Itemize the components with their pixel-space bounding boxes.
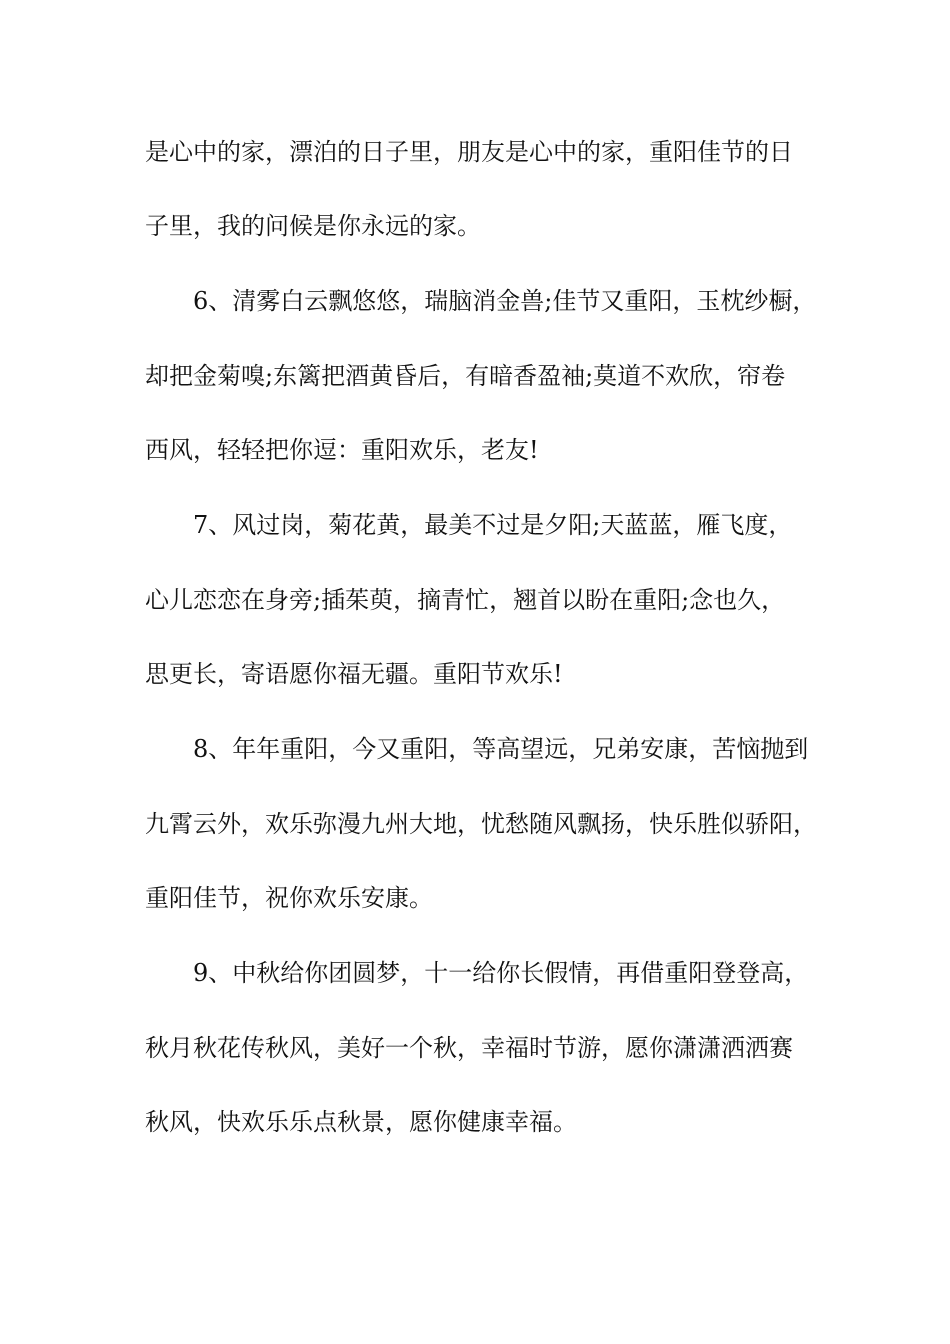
text-line: 却把金菊嗅;东篱把酒黄昏后，有暗香盈袖;莫道不欢欣，帘卷 [145, 362, 786, 390]
text-line: 心儿恋恋在身旁;插茱萸，摘青忙，翘首以盼在重阳;念也久， [145, 586, 786, 614]
text-line: 思更长，寄语愿你福无疆。重阳节欢乐! [145, 660, 563, 688]
text-line: 西风，轻轻把你逗：重阳欢乐，老友! [145, 436, 539, 464]
text-line: 秋月秋花传秋风，美好一个秋，幸福时节游，愿你潇潇洒洒赛 [145, 1034, 793, 1062]
text-line: 重阳佳节，祝你欢乐安康。 [145, 884, 433, 912]
text-line: 子里，我的问候是你永远的家。 [145, 212, 481, 240]
paragraph-8-line: 8、年年重阳，今又重阳，等高望远，兄弟安康，苦恼抛到 [193, 735, 809, 763]
paragraph-6-line: 6、清雾白云飘悠悠，瑞脑消金兽;佳节又重阳，玉枕纱橱， [193, 287, 817, 315]
text-line: 秋风，快欢乐乐点秋景，愿你健康幸福。 [145, 1108, 577, 1136]
text-line: 是心中的家，漂泊的日子里，朋友是心中的家，重阳佳节的日 [145, 138, 793, 166]
paragraph-9-line: 9、中秋给你团圆梦，十一给你长假情，再借重阳登登高， [193, 959, 809, 987]
text-line: 九霄云外，欢乐弥漫九州大地，忧愁随风飘扬，快乐胜似骄阳， [145, 810, 817, 838]
paragraph-7-line: 7、风过岗，菊花黄，最美不过是夕阳;天蓝蓝，雁飞度， [193, 511, 793, 539]
